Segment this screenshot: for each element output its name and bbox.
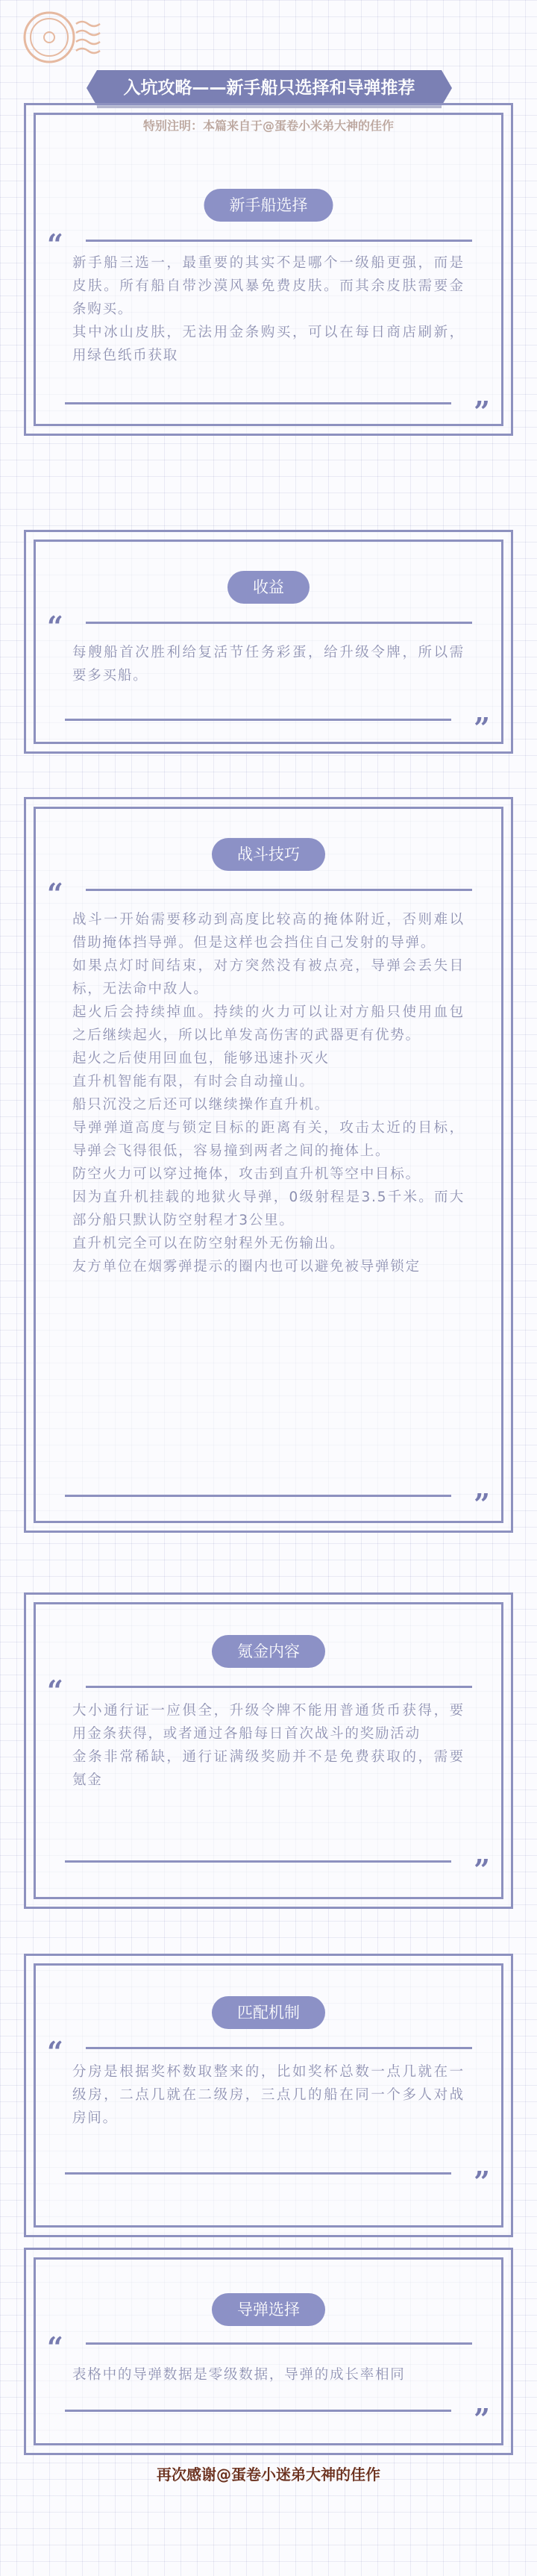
paragraph: 表格中的导弹数据是零级数据，导弹的成长率相同 [72,2367,406,2383]
close-quote-icon: ” [474,1853,490,1886]
close-quote-icon: ” [474,2165,490,2198]
section-matchmaking [24,1954,513,2237]
paragraph: 起火后会持续掉血。持续的火力可以让对方船只使用血包之后继续起火，所以比单发高伤害的武器更有优势。 [72,1004,465,1043]
divider [86,1686,472,1688]
open-quote-icon: “ [47,228,63,261]
footer-thanks: 再次感谢@蛋卷小迷弟大神的佳作 [157,2466,380,2483]
close-quote-icon: ” [474,1487,490,1521]
section-title: 收益 [227,571,310,604]
paragraph: 起火之后使用回血包，能够迅速扑灭火 [72,1051,330,1066]
section-title: 匹配机制 [212,1996,325,2029]
section-combat-tips [24,797,513,1533]
divider [86,240,472,242]
section-missile-choice [24,2248,513,2455]
divider [65,1860,451,1863]
section-body [72,908,465,1278]
section-title: 导弹选择 [212,2293,325,2326]
divider [65,2410,451,2412]
paragraph: 因为直升机挂载的地狱火导弹，0级射程是3.5千米。而大部分船只默认防空射程才3公里。 [72,1189,465,1228]
paragraph: 防空火力可以穿过掩体，攻击到直升机等空中目标。 [72,1166,421,1182]
paragraph: 分房是根据奖杯数取整来的，比如奖杯总数一点几就在一级房，二点几就在二级房，三点几的船在同一个多人对战房间。 [72,2064,465,2126]
close-quote-icon: ” [474,395,490,428]
divider [86,622,472,624]
paragraph: 战斗一开始需要移动到高度比较高的掩体附近，否则难以借助掩体挡导弹。但是这样也会挡住自己发射的导弹。 [72,912,465,951]
section-inner-frame [34,2257,503,2445]
paragraph: 每艘船首次胜利给复活节任务彩蛋，给升级令牌，所以需要多买船。 [72,645,465,684]
section-new-ship [24,103,513,436]
open-quote-icon: “ [47,2330,63,2364]
close-quote-icon: ” [474,2402,490,2436]
section-body [72,2363,465,2386]
section-body [72,1699,465,1792]
paragraph: 船只沉没之后还可以继续操作直升机。 [72,1097,330,1113]
paragraph: 如果点灯时间结束，对方突然没有被点亮，导弹会丢失目标，无法命中敌人。 [72,958,465,997]
section-title: 新手船选择 [204,189,333,222]
close-quote-icon: ” [474,711,490,745]
open-quote-icon: “ [47,877,63,910]
section-paid-content [24,1592,513,1909]
open-quote-icon: “ [47,2035,63,2069]
postage-stamp-icon [13,6,101,69]
section-body [72,641,465,687]
paragraph: 新手船三选一，最重要的其实不是哪个一级船更强，而是皮肤。所有船自带沙漠风暴免费皮肤。而其余皮肤需要金条购买。 [72,255,465,317]
section-body [72,251,465,367]
open-quote-icon: “ [47,1674,63,1707]
paragraph: 友方单位在烟雾弹提示的圈内也可以避免被导弹锁定 [72,1259,421,1275]
paragraph: 金条非常稀缺，通行证满级奖励并不是免费获取的，需要氪金 [72,1749,465,1788]
section-body [72,2060,465,2130]
page-title: 入坑攻略——新手船只选择和导弹推荐 [97,70,442,106]
paragraph: 直升机智能有限，有时会自动撞山。 [72,1074,315,1090]
paragraph: 大小通行证一应俱全，升级令牌不能用普通货币获得，要用金条获得，或者通过各船每日首次战斗的奖励活动 [72,1703,465,1742]
paragraph: 导弹弹道高度与锁定目标的距离有关，攻击太近的目标，导弹会飞得很低，容易撞到两者之间的掩体上。 [72,1120,465,1159]
divider [65,402,451,404]
divider [86,889,472,891]
section-income [24,530,513,754]
open-quote-icon: “ [47,610,63,643]
divider [86,2047,472,2049]
section-title: 战斗技巧 [212,838,325,871]
section-title: 氪金内容 [212,1635,325,1668]
divider [65,2172,451,2175]
divider [65,1495,451,1497]
divider [65,719,451,721]
divider [86,2342,472,2345]
paragraph: 其中冰山皮肤，无法用金条购买，可以在每日商店刷新，用绿色纸币获取 [72,325,465,363]
paragraph: 直升机完全可以在防空射程外无伤输出。 [72,1236,345,1251]
